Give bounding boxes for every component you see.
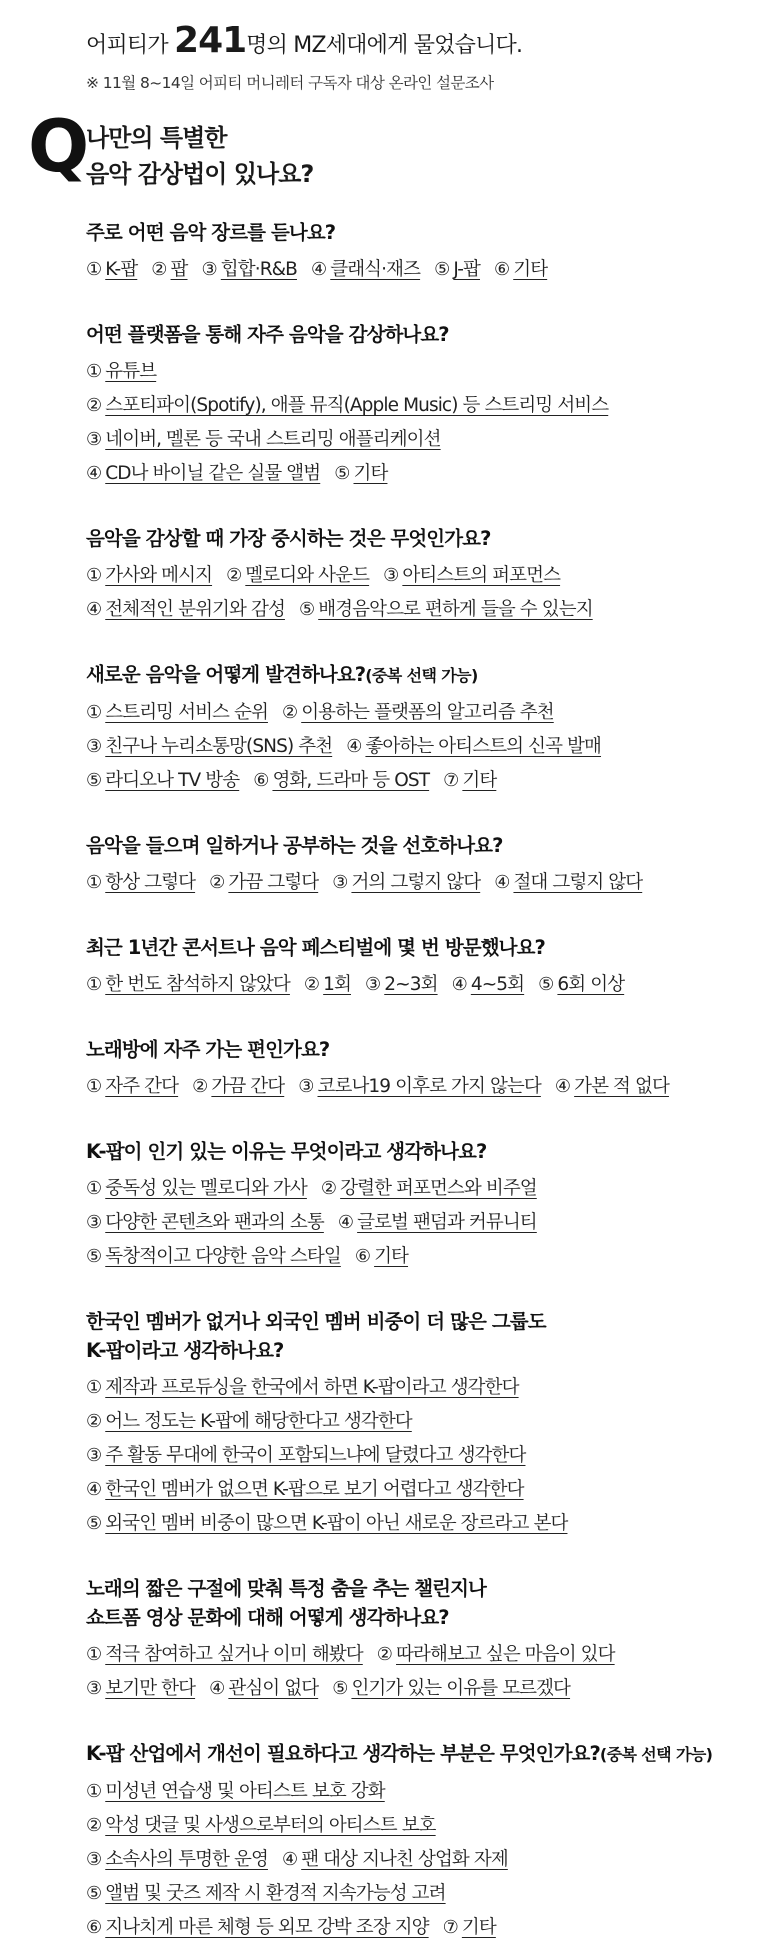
option-number: ⑦ bbox=[442, 1917, 458, 1938]
option-number: ④ bbox=[494, 872, 510, 893]
option-number: ① bbox=[86, 702, 102, 723]
option-label[interactable]: 미성년 연습생 및 아티스트 보호 강화 bbox=[105, 1781, 385, 1802]
question-text-line: 노래방에 자주 가는 편인가요? bbox=[86, 1038, 330, 1061]
option-number: ② bbox=[86, 395, 102, 416]
option-number: ① bbox=[86, 1377, 102, 1398]
answer-option[interactable] bbox=[86, 1911, 429, 1945]
option-label[interactable]: 한 번도 참석하지 않았다 bbox=[105, 974, 290, 995]
question-text-line: 음악을 감상할 때 가장 중시하는 것은 무엇인가요? bbox=[86, 527, 491, 550]
question-text-line: 주로 어떤 음악 장르를 듣나요? bbox=[86, 221, 336, 244]
answer-option[interactable] bbox=[86, 968, 290, 1002]
answer-option[interactable] bbox=[282, 1843, 508, 1877]
option-label[interactable]: 중독성 있는 멜로디와 가사 bbox=[105, 1178, 307, 1199]
option-number: ② bbox=[226, 565, 242, 586]
option-number: ③ bbox=[298, 1076, 314, 1097]
option-label[interactable]: 지나치게 마른 체형 등 외모 강박 조장 지양 bbox=[105, 1917, 429, 1938]
option-number: ② bbox=[281, 702, 298, 723]
answer-option[interactable] bbox=[202, 253, 297, 287]
option-number: ⑤ bbox=[434, 259, 450, 280]
option-row bbox=[86, 457, 756, 491]
answer-option[interactable] bbox=[86, 1638, 363, 1672]
option-label[interactable]: 자주 간다 bbox=[105, 1076, 179, 1097]
option-label[interactable]: 기타 bbox=[462, 770, 497, 791]
answer-option[interactable] bbox=[86, 764, 239, 798]
answer-option[interactable] bbox=[86, 457, 320, 491]
option-number: ⑤ bbox=[86, 770, 102, 791]
option-number: ⑦ bbox=[443, 770, 459, 791]
option-label[interactable]: 기타 bbox=[353, 463, 388, 484]
question-block bbox=[86, 1137, 756, 1274]
question-block bbox=[86, 933, 756, 1002]
option-label[interactable]: 전체적인 분위기와 감성 bbox=[105, 599, 285, 620]
option-label[interactable]: 독창적이고 다양한 음악 스타일 bbox=[105, 1246, 341, 1267]
question-block bbox=[86, 320, 756, 491]
answer-option[interactable] bbox=[304, 968, 351, 1002]
option-label[interactable]: 가끔 간다 bbox=[211, 1076, 285, 1097]
answer-option[interactable] bbox=[226, 559, 369, 593]
question-text bbox=[86, 831, 756, 860]
survey-source-note: ※ 11월 8~14일 어피티 머니레터 구독자 대상 온라인 설문조사 bbox=[86, 74, 494, 92]
option-number: ⑤ bbox=[86, 1246, 102, 1267]
option-label[interactable]: 네이버, 멜론 등 국내 스트리밍 애플리케이션 bbox=[105, 429, 441, 450]
answer-option[interactable] bbox=[86, 593, 285, 627]
question-block bbox=[86, 1035, 756, 1104]
section-title bbox=[86, 120, 313, 192]
option-number: ③ bbox=[201, 259, 217, 280]
option-label[interactable]: K-팝 bbox=[105, 259, 138, 280]
answer-option[interactable] bbox=[86, 1843, 268, 1877]
option-number: ① bbox=[86, 1178, 102, 1199]
answer-option[interactable] bbox=[86, 730, 332, 764]
option-row bbox=[86, 1911, 756, 1945]
question-note: (중복 선택 가능) bbox=[365, 666, 478, 685]
option-number: ⑥ bbox=[354, 1246, 371, 1267]
option-number: ③ bbox=[332, 872, 348, 893]
option-number: ④ bbox=[346, 736, 362, 757]
question-block bbox=[86, 831, 756, 900]
option-row bbox=[86, 1206, 756, 1240]
intro-line bbox=[86, 20, 522, 61]
answer-option[interactable] bbox=[299, 593, 593, 627]
answer-option[interactable] bbox=[86, 389, 608, 423]
option-label[interactable]: 가사와 메시지 bbox=[105, 565, 213, 586]
option-label[interactable]: 기타 bbox=[374, 1246, 409, 1267]
answer-option[interactable] bbox=[253, 764, 429, 798]
option-number: ⑥ bbox=[253, 770, 269, 791]
option-number: ① bbox=[86, 1644, 102, 1665]
option-label[interactable]: 팝 bbox=[170, 259, 188, 280]
option-list bbox=[86, 1070, 756, 1104]
option-label[interactable]: 어느 정도는 K-팝에 해당한다고 생각한다 bbox=[105, 1411, 412, 1432]
option-row bbox=[86, 968, 756, 1002]
option-label[interactable]: 힙합·R&B bbox=[220, 259, 297, 280]
option-number: ⑤ bbox=[334, 463, 350, 484]
answer-option[interactable] bbox=[334, 457, 387, 491]
question-block bbox=[86, 1574, 756, 1706]
option-row bbox=[86, 1439, 756, 1473]
option-label[interactable]: J-팝 bbox=[453, 259, 480, 280]
option-number: ③ bbox=[86, 736, 102, 757]
answer-option[interactable] bbox=[209, 866, 318, 900]
section-title-line: 음악 감상법이 있나요? bbox=[86, 160, 314, 188]
option-label[interactable]: 클래식·재즈 bbox=[330, 259, 421, 280]
option-label[interactable]: 스트리밍 서비스 순위 bbox=[105, 702, 268, 723]
question-text-line: K-팝 산업에서 개선이 필요하다고 생각하는 부분은 무엇인가요? bbox=[86, 1742, 600, 1765]
option-row bbox=[86, 1843, 756, 1877]
answer-option[interactable] bbox=[86, 559, 212, 593]
answer-option[interactable] bbox=[443, 764, 496, 798]
option-row bbox=[86, 764, 756, 798]
option-row bbox=[86, 1638, 756, 1672]
option-number: ② bbox=[151, 259, 167, 280]
option-label[interactable]: 좋아하는 아티스트의 신곡 발매 bbox=[365, 736, 602, 757]
answer-option[interactable] bbox=[298, 1070, 541, 1104]
question-text bbox=[86, 218, 756, 247]
option-number: ② bbox=[86, 1411, 102, 1432]
answer-option[interactable] bbox=[86, 1809, 436, 1843]
answer-option[interactable] bbox=[282, 696, 554, 730]
answer-option[interactable] bbox=[365, 968, 438, 1002]
answer-option[interactable] bbox=[383, 559, 560, 593]
question-text bbox=[86, 524, 756, 553]
option-number: ④ bbox=[451, 974, 467, 995]
option-label[interactable]: 관심이 없다 bbox=[228, 1678, 319, 1699]
respondent-count: 241 bbox=[174, 20, 247, 61]
option-number: ① bbox=[86, 1781, 102, 1802]
answer-option[interactable] bbox=[86, 1473, 524, 1507]
answer-option[interactable] bbox=[332, 1672, 570, 1706]
option-label[interactable]: 기타 bbox=[513, 259, 548, 280]
option-row bbox=[86, 1775, 756, 1809]
option-number: ④ bbox=[86, 463, 102, 484]
option-label[interactable]: 이용하는 플랫폼의 알고리즘 추천 bbox=[301, 702, 554, 723]
answer-option[interactable] bbox=[209, 1672, 318, 1706]
option-number: ③ bbox=[86, 1849, 102, 1870]
option-label[interactable]: 소속사의 투명한 운영 bbox=[105, 1849, 268, 1870]
option-label[interactable]: 항상 그렇다 bbox=[105, 872, 196, 893]
option-number: ④ bbox=[209, 1678, 225, 1699]
option-number: ③ bbox=[365, 974, 381, 995]
option-label[interactable]: 1회 bbox=[323, 974, 351, 995]
option-number: ④ bbox=[310, 259, 327, 280]
answer-option[interactable] bbox=[355, 1240, 408, 1274]
option-number: ③ bbox=[86, 1678, 102, 1699]
option-label[interactable]: 인기가 있는 이유를 모르겠다 bbox=[351, 1678, 571, 1699]
option-label[interactable]: 아티스트의 퍼포먼스 bbox=[402, 565, 561, 586]
option-number: ② bbox=[303, 974, 320, 995]
answer-option[interactable] bbox=[86, 253, 137, 287]
answer-option[interactable] bbox=[86, 1070, 178, 1104]
option-row bbox=[86, 423, 756, 457]
answer-option[interactable] bbox=[86, 1371, 519, 1405]
question-text bbox=[86, 1137, 756, 1166]
question-text bbox=[86, 1307, 756, 1365]
option-label[interactable]: 외국인 멤버 비중이 많으면 K-팝이 아닌 새로운 장르라고 본다 bbox=[105, 1513, 568, 1534]
option-number: ① bbox=[86, 974, 102, 995]
option-list bbox=[86, 355, 756, 491]
answer-option[interactable] bbox=[311, 253, 420, 287]
answer-option[interactable] bbox=[86, 1405, 412, 1439]
question-block bbox=[86, 218, 756, 287]
option-number: ② bbox=[86, 1815, 102, 1836]
answer-option[interactable] bbox=[86, 866, 195, 900]
option-number: ② bbox=[320, 1178, 337, 1199]
answer-option[interactable] bbox=[192, 1070, 284, 1104]
option-label[interactable]: 2~3회 bbox=[384, 974, 438, 995]
option-number: ⑥ bbox=[493, 259, 510, 280]
option-row bbox=[86, 866, 756, 900]
option-number: ⑤ bbox=[298, 599, 315, 620]
question-text bbox=[86, 320, 756, 349]
option-label[interactable]: 앨범 및 굿즈 제작 시 환경적 지속가능성 고려 bbox=[105, 1883, 446, 1904]
option-list bbox=[86, 253, 756, 287]
option-label[interactable]: 팬 대상 지나친 상업화 자제 bbox=[301, 1849, 508, 1870]
option-list bbox=[86, 1371, 756, 1541]
answer-option[interactable] bbox=[86, 1775, 385, 1809]
option-label[interactable]: 한국인 멤버가 없으면 K-팝으로 보기 어렵다고 생각한다 bbox=[105, 1479, 524, 1500]
option-label[interactable]: 악성 댓글 및 사생으로부터의 아티스트 보호 bbox=[105, 1815, 436, 1836]
option-row bbox=[86, 389, 756, 423]
question-block bbox=[86, 1307, 756, 1541]
question-text-line: K-팝이라고 생각하나요? bbox=[86, 1339, 284, 1362]
option-label[interactable]: 강렬한 퍼포먼스와 비주얼 bbox=[340, 1178, 537, 1199]
option-label[interactable]: 가끔 그렇다 bbox=[228, 872, 319, 893]
answer-option[interactable] bbox=[86, 1507, 567, 1541]
option-label[interactable]: 멜로디와 사운드 bbox=[245, 565, 370, 586]
option-row bbox=[86, 1371, 756, 1405]
question-text-line: 노래의 짧은 구절에 맞춰 특정 춤을 추는 챌린지나 bbox=[86, 1577, 486, 1600]
option-row bbox=[86, 1877, 756, 1911]
option-number: ① bbox=[86, 361, 102, 382]
question-text-line: 음악을 들으며 일하거나 공부하는 것을 선호하나요? bbox=[86, 834, 503, 857]
question-block bbox=[86, 660, 756, 798]
option-label[interactable]: 영화, 드라마 등 OST bbox=[272, 770, 430, 791]
answer-option[interactable] bbox=[494, 253, 547, 287]
option-number: ② bbox=[376, 1644, 393, 1665]
option-number: ⑤ bbox=[538, 974, 554, 995]
section-title-line: 나만의 특별한 bbox=[86, 124, 227, 152]
option-list bbox=[86, 559, 756, 627]
option-label[interactable]: 다양한 콘텐츠와 팬과의 소통 bbox=[105, 1212, 324, 1233]
question-text-line: 쇼트폼 영상 문화에 대해 어떻게 생각하나요? bbox=[86, 1606, 449, 1629]
option-list bbox=[86, 1775, 756, 1945]
option-label[interactable]: 친구나 누리소통망(SNS) 추천 bbox=[105, 736, 333, 757]
answer-option[interactable] bbox=[86, 1240, 341, 1274]
option-number: ① bbox=[86, 565, 102, 586]
intro-before: 어피티가 bbox=[86, 33, 175, 58]
option-label[interactable]: 제작과 프로듀싱을 한국에서 하면 K-팝이라고 생각한다 bbox=[105, 1377, 519, 1398]
option-number: ④ bbox=[86, 1479, 102, 1500]
question-text bbox=[86, 933, 756, 962]
option-number: ④ bbox=[86, 599, 102, 620]
option-number: ② bbox=[192, 1076, 208, 1097]
answer-option[interactable] bbox=[332, 866, 480, 900]
option-row bbox=[86, 696, 756, 730]
option-label[interactable]: 절대 그렇지 않다 bbox=[513, 872, 643, 893]
option-list bbox=[86, 866, 756, 900]
question-text-line: 최근 1년간 콘서트나 음악 페스티벌에 몇 번 방문했나요? bbox=[86, 936, 545, 959]
option-label[interactable]: 보기만 한다 bbox=[105, 1678, 196, 1699]
option-label[interactable]: 적극 참여하고 싶거나 이미 해봤다 bbox=[105, 1644, 363, 1665]
option-row bbox=[86, 1240, 756, 1274]
option-label[interactable]: 글로벌 팬덤과 커뮤니티 bbox=[357, 1212, 537, 1233]
option-label[interactable]: 가본 적 없다 bbox=[574, 1076, 669, 1097]
answer-option[interactable] bbox=[494, 866, 642, 900]
answer-option[interactable] bbox=[443, 1911, 496, 1945]
option-number: ③ bbox=[86, 1212, 102, 1233]
question-text bbox=[86, 1739, 756, 1769]
option-list bbox=[86, 968, 756, 1002]
option-number: ① bbox=[86, 872, 102, 893]
option-row bbox=[86, 1172, 756, 1206]
answer-option[interactable] bbox=[538, 968, 624, 1002]
answer-option[interactable] bbox=[86, 1877, 446, 1911]
answer-option[interactable] bbox=[555, 1070, 669, 1104]
answer-option[interactable] bbox=[86, 423, 441, 457]
answer-option[interactable] bbox=[86, 1672, 195, 1706]
option-row bbox=[86, 1070, 756, 1104]
question-note: (중복 선택 가능) bbox=[599, 1745, 713, 1764]
option-number: ⑤ bbox=[86, 1883, 102, 1904]
option-number: ① bbox=[86, 259, 102, 280]
answer-option[interactable] bbox=[86, 1439, 525, 1473]
option-number: ④ bbox=[554, 1076, 571, 1097]
answer-option[interactable] bbox=[321, 1172, 537, 1206]
option-number: ③ bbox=[86, 429, 102, 450]
answer-option[interactable] bbox=[377, 1638, 615, 1672]
option-number: ④ bbox=[281, 1849, 298, 1870]
option-number: ⑤ bbox=[86, 1513, 102, 1534]
intro-after: 명의 MZ세대에게 물었습니다. bbox=[246, 33, 523, 58]
option-row bbox=[86, 253, 756, 287]
option-number: ④ bbox=[337, 1212, 354, 1233]
option-row bbox=[86, 1473, 756, 1507]
question-block bbox=[86, 524, 756, 627]
option-label[interactable]: 6회 이상 bbox=[557, 974, 625, 995]
option-label[interactable]: 유튜브 bbox=[105, 361, 157, 382]
question-text-line: K-팝이 인기 있는 이유는 무엇이라고 생각하나요? bbox=[86, 1140, 487, 1163]
answer-option[interactable] bbox=[434, 253, 480, 287]
option-label[interactable]: 거의 그렇지 않다 bbox=[351, 872, 481, 893]
answer-option[interactable] bbox=[338, 1206, 537, 1240]
option-label[interactable]: 코로나19 이후로 가지 않는다 bbox=[317, 1076, 541, 1097]
answer-option[interactable] bbox=[452, 968, 525, 1002]
answer-option[interactable] bbox=[346, 730, 601, 764]
answer-option[interactable] bbox=[151, 253, 187, 287]
option-list bbox=[86, 1172, 756, 1274]
option-number: ⑤ bbox=[332, 1678, 348, 1699]
option-label[interactable]: 기타 bbox=[461, 1917, 496, 1938]
option-number: ② bbox=[209, 872, 225, 893]
option-list bbox=[86, 696, 756, 798]
option-row bbox=[86, 1507, 756, 1541]
option-label[interactable]: 스포티파이(Spotify), 애플 뮤직(Apple Music) 등 스트리밍 서비스 bbox=[105, 395, 609, 416]
option-row bbox=[86, 559, 756, 593]
option-row bbox=[86, 355, 756, 389]
q-mark: Q bbox=[28, 104, 90, 188]
option-number: ⑥ bbox=[86, 1917, 102, 1938]
option-label[interactable]: 4~5회 bbox=[470, 974, 525, 995]
answer-option[interactable] bbox=[86, 355, 156, 389]
option-label[interactable]: CD나 바이닐 같은 실물 앨범 bbox=[105, 463, 321, 484]
option-row bbox=[86, 1809, 756, 1843]
answer-option[interactable] bbox=[86, 696, 268, 730]
question-block bbox=[86, 1739, 756, 1945]
answer-option[interactable] bbox=[86, 1172, 307, 1206]
option-row bbox=[86, 1672, 756, 1706]
answer-option[interactable] bbox=[86, 1206, 324, 1240]
option-label[interactable]: 라디오나 TV 방송 bbox=[105, 770, 240, 791]
option-list bbox=[86, 1638, 756, 1706]
option-number: ③ bbox=[383, 565, 399, 586]
question-text-line: 새로운 음악을 어떻게 발견하나요? bbox=[86, 663, 366, 686]
option-label[interactable]: 배경음악으로 편하게 들을 수 있는지 bbox=[318, 599, 593, 620]
question-text-line: 어떤 플랫폼을 통해 자주 음악을 감상하나요? bbox=[86, 323, 449, 346]
question-text bbox=[86, 660, 756, 690]
question-text bbox=[86, 1574, 756, 1632]
option-row bbox=[86, 1405, 756, 1439]
option-number: ③ bbox=[86, 1445, 102, 1466]
option-number: ① bbox=[86, 1076, 102, 1097]
question-text bbox=[86, 1035, 756, 1064]
option-row bbox=[86, 593, 756, 627]
option-label[interactable]: 주 활동 무대에 한국이 포함되느냐에 달렸다고 생각한다 bbox=[105, 1445, 526, 1466]
option-label[interactable]: 따라해보고 싶은 마음이 있다 bbox=[396, 1644, 615, 1665]
option-row bbox=[86, 730, 756, 764]
question-text-line: 한국인 멤버가 없거나 외국인 멤버 비중이 더 많은 그룹도 bbox=[86, 1310, 546, 1333]
question-list bbox=[86, 218, 756, 1945]
